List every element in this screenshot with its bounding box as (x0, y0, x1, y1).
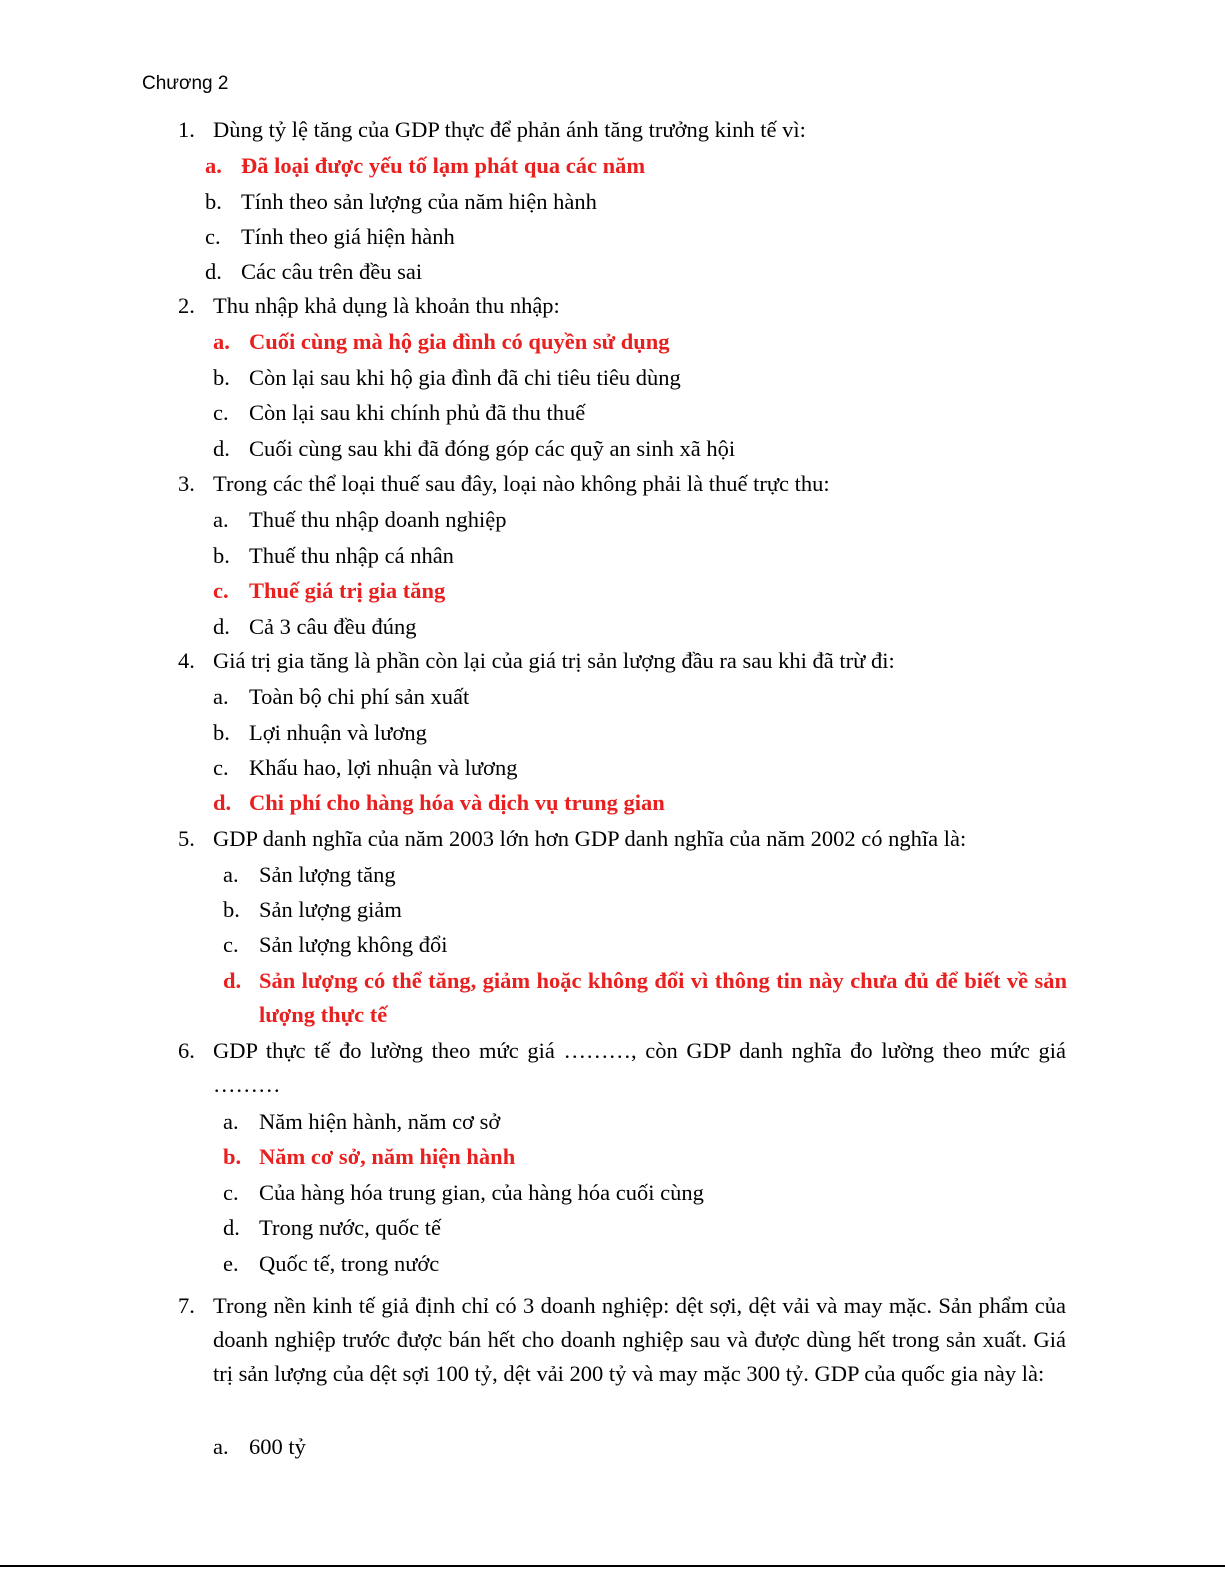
option-letter: c. (213, 400, 229, 425)
question-stem: Trong các thể loại thuế sau đây, loại nào không phải là thuế trực thu: (213, 471, 830, 496)
option-letter: b. (213, 365, 230, 390)
question-number: 2. (178, 293, 195, 318)
question-number: 1. (178, 117, 195, 142)
option-letter: b. (223, 1144, 242, 1169)
option-letter: c. (223, 932, 239, 957)
option-letter: c. (223, 1180, 239, 1205)
option-letter: d. (223, 968, 242, 993)
option-text: Tính theo giá hiện hành (241, 224, 455, 249)
option-letter: c. (213, 755, 229, 780)
question-number: 4. (178, 648, 195, 673)
page-bottom-rule (0, 1565, 1225, 1567)
option-text: Sản lượng tăng (259, 862, 396, 887)
option-text: Thuế thu nhập doanh nghiệp (249, 507, 507, 532)
question-number: 5. (178, 826, 195, 851)
option-text: Các câu trên đều sai (241, 259, 423, 284)
question-number: 7. (178, 1293, 195, 1318)
option-letter: b. (223, 897, 240, 922)
question-stem: GDP thực tế đo lường theo mức giá ………, còn GDP danh nghĩa đo lường theo mức giá ……… (213, 1038, 1066, 1097)
question-stem: Thu nhập khả dụng là khoản thu nhập: (213, 293, 560, 318)
option-text: Cả 3 câu đều đúng (249, 614, 417, 639)
option-letter: a. (213, 507, 229, 532)
option-letter: c. (205, 224, 221, 249)
option-text: Chi phí cho hàng hóa và dịch vụ trung gian (249, 790, 665, 815)
option-text: Năm cơ sở, năm hiện hành (259, 1144, 516, 1169)
question-number: 3. (178, 471, 195, 496)
option-letter: a. (213, 1434, 229, 1459)
option-letter: b. (205, 189, 222, 214)
option-text: 600 tỷ (249, 1434, 306, 1459)
option-text: Lợi nhuận và lương (249, 720, 427, 745)
option-letter: d. (213, 614, 230, 639)
option-text: Quốc tế, trong nước (259, 1251, 440, 1276)
question-stem: GDP danh nghĩa của năm 2003 lớn hơn GDP danh nghĩa của năm 2002 có nghĩa là: (213, 826, 967, 851)
option-text: Còn lại sau khi chính phủ đã thu thuế (249, 400, 586, 425)
option-text: Khấu hao, lợi nhuận và lương (249, 755, 518, 780)
option-text: Năm hiện hành, năm cơ sở (259, 1109, 501, 1134)
chapter-heading: Chương 2 (142, 73, 229, 94)
option-text: Sản lượng có thể tăng, giảm hoặc không đổi vì thông tin này chưa đủ để biết về sản lượng thực tế (259, 968, 1067, 1027)
question-stem: Giá trị gia tăng là phần còn lại của giá trị sản lượng đầu ra sau khi đã trừ đi: (213, 648, 895, 673)
option-letter: d. (213, 436, 230, 461)
option-text: Cuối cùng sau khi đã đóng góp các quỹ an sinh xã hội (249, 436, 736, 461)
question-stem: Trong nền kinh tế giả định chỉ có 3 doanh nghiệp: dệt sợi, dệt vải và may mặc. Sản phẩm của doanh nghiệp trước được bán hết cho doanh nghiệp sau và được dùng hết trong sản xuất. Giá trị sản lượng của dệt sợi 100 tỷ, dệt vải 200 tỷ và may mặc 300 tỷ. GDP của quốc gia này là: (213, 1293, 1066, 1386)
option-letter: e. (223, 1251, 239, 1276)
option-letter: d. (213, 790, 232, 815)
option-letter: a. (223, 862, 239, 887)
option-text: Toàn bộ chi phí sản xuất (249, 684, 470, 709)
option-text: Trong nước, quốc tế (259, 1215, 441, 1240)
option-text: Của hàng hóa trung gian, của hàng hóa cuối cùng (259, 1180, 704, 1205)
option-text: Sản lượng giảm (259, 897, 402, 922)
option-letter: a. (213, 329, 230, 354)
option-letter: d. (205, 259, 222, 284)
option-text: Tính theo sản lượng của năm hiện hành (241, 189, 597, 214)
option-letter: d. (223, 1215, 240, 1240)
option-text: Còn lại sau khi hộ gia đình đã chi tiêu tiêu dùng (249, 365, 681, 390)
option-text: Cuối cùng mà hộ gia đình có quyền sử dụng (249, 329, 670, 354)
option-letter: b. (213, 543, 230, 568)
option-text: Thuế giá trị gia tăng (249, 578, 446, 603)
option-letter: c. (213, 578, 229, 603)
question-number: 6. (178, 1038, 195, 1063)
option-letter: a. (213, 684, 229, 709)
option-text: Thuế thu nhập cá nhân (249, 543, 454, 568)
option-text: Sản lượng không đổi (259, 932, 448, 957)
option-letter: b. (213, 720, 230, 745)
option-letter: a. (205, 153, 222, 178)
option-text: Đã loại được yếu tố lạm phát qua các năm (241, 153, 646, 178)
option-letter: a. (223, 1109, 239, 1134)
question-stem: Dùng tỷ lệ tăng của GDP thực để phản ánh tăng trưởng kinh tế vì: (213, 117, 806, 142)
